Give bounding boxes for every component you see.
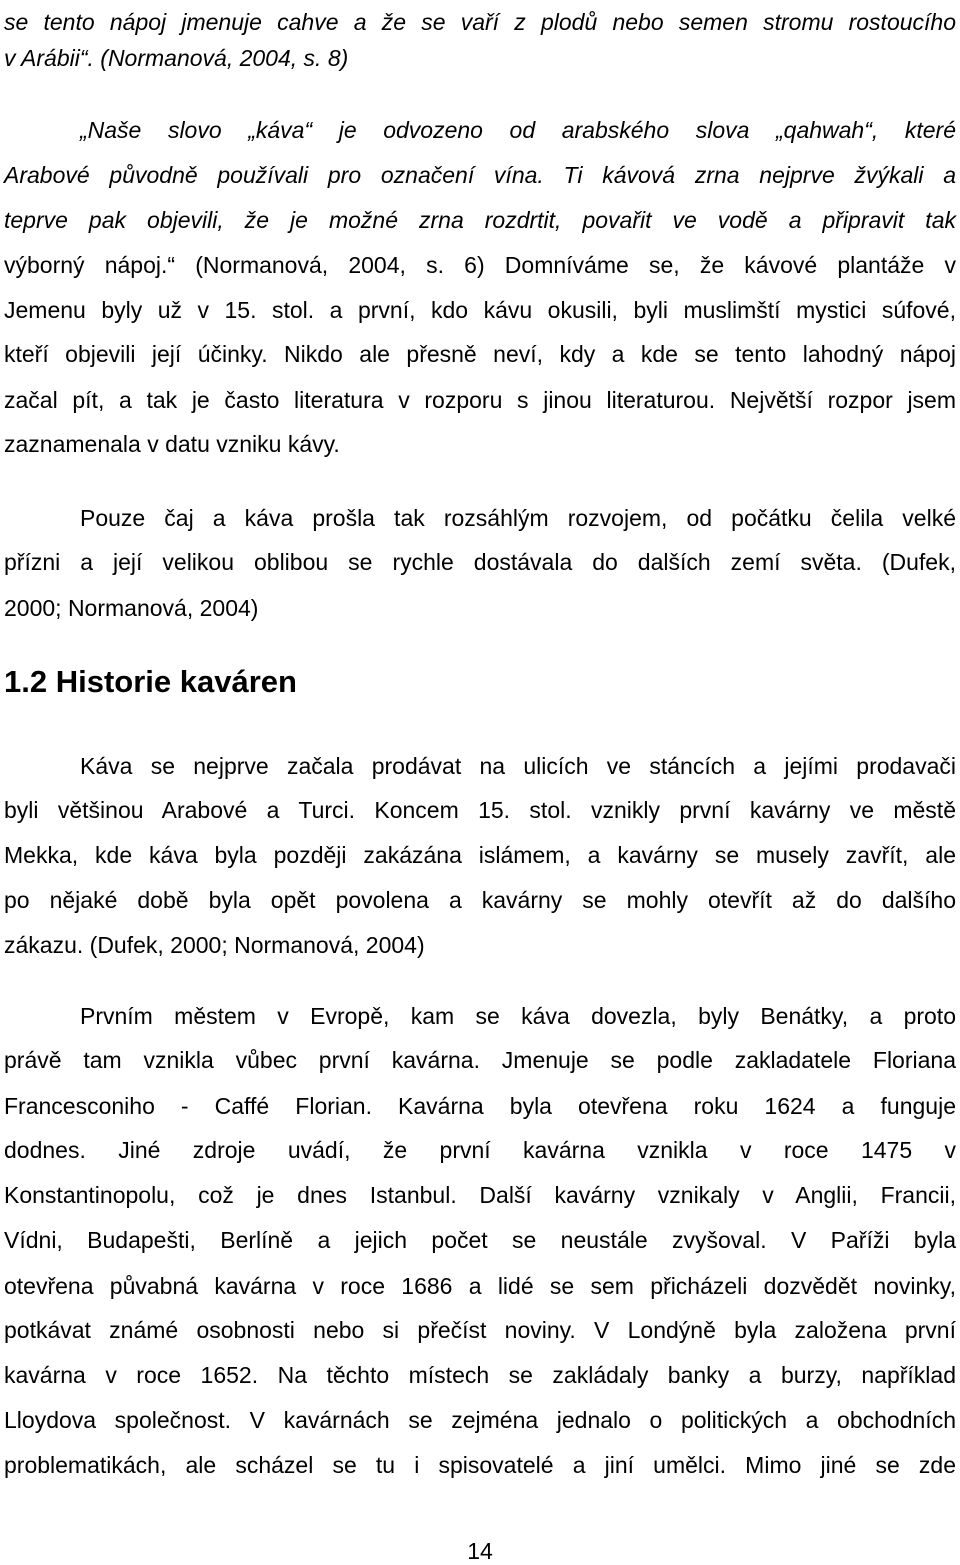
text-span: v Arábii“. (Normanová, 2004, s. 8) [4, 45, 349, 71]
text-line: kavárna v roce 1652. Na těchto místech se zakládaly banky a burzy, například [4, 1362, 956, 1388]
text-line: Pouze čaj a káva prošla tak rozsáhlým rozvojem, od počátku čelila velké [80, 505, 956, 531]
text-line: Arabové původně používali pro označení vína. Ti kávová zrna nejprve žvýkali a [4, 162, 956, 188]
text-line: byli většinou Arabové a Turci. Koncem 15. stol. vznikly první kavárny ve městě [4, 797, 956, 823]
text-line: Prvním městem v Evropě, kam se káva dovezla, byly Benátky, a proto [80, 1003, 956, 1029]
text-line: Mekka, kde káva byla později zakázána islámem, a kavárny se musely zavřít, ale [4, 842, 956, 868]
text-line: dodnes. Jiné zdroje uvádí, že první kavárna vznikla v roce 1475 v [4, 1137, 956, 1163]
text-line: přízni a její velikou oblibou se rychle dostávala do dalších zemí světa. (Dufek, [4, 549, 956, 575]
text-line: kteří objevili její účinky. Nikdo ale přesně neví, kdy a kde se tento lahodný nápoj [4, 341, 956, 367]
text-line: po nějaké době byla opět povolena a kavárny se mohly otevřít až do dalšího [4, 887, 956, 913]
text-line: problematikách, ale scházel se tu i spisovatelé a jiní umělci. Mimo jiné se zde [4, 1452, 956, 1478]
text-line: právě tam vznikla vůbec první kavárna. Jmenuje se podle zakladatele Floriana [4, 1047, 956, 1073]
section-heading: 1.2 Historie kaváren [4, 664, 297, 699]
text-line: potkávat známé osobnosti nebo si přečíst noviny. V Londýně byla založena první [4, 1317, 956, 1343]
text-line: „Naše slovo „káva“ je odvozeno od arabského slova „qahwah“, které [80, 117, 956, 143]
text-line: 2000; Normanová, 2004) [4, 595, 259, 621]
text-line: Vídni, Budapešti, Berlíně a jejich počet se neustále zvyšoval. V Paříži byla [4, 1227, 956, 1253]
text-line: otevřena půvabná kavárna v roce 1686 a lidé se sem přicházeli dozvědět novinky, [4, 1273, 956, 1299]
text-line: Konstantinopolu, což je dnes Istanbul. Další kavárny vznikaly v Anglii, Francii, [4, 1182, 956, 1208]
text-line: se tento nápoj jmenuje cahve a že se vaří z plodů nebo semen stromu rostoucího [4, 9, 956, 35]
text-line: zaznamenala v datu vzniku kávy. [4, 431, 340, 457]
text-line: výborný nápoj.“ (Normanová, 2004, s. 6) Domníváme se, že kávové plantáže v [4, 252, 956, 278]
text-line: začal pít, a tak je často literatura v rozporu s jinou literaturou. Největší rozpor jsem [4, 387, 956, 413]
text-line: Lloydova společnost. V kavárnách se zejména jednalo o politických a obchodních [4, 1407, 956, 1433]
text-line: Jemenu byly už v 15. stol. a první, kdo kávu okusili, byli muslimští mystici súfové, [4, 297, 956, 323]
text-line: teprve pak objevili, že je možné zrna rozdrtit, povařit ve vodě a připravit tak [4, 207, 956, 233]
text-line [4, 44, 956, 72]
text-line: Káva se nejprve začala prodávat na ulicích ve stáncích a jejími prodavači [80, 753, 956, 779]
text-line: Francesconiho - Caffé Florian. Kavárna byla otevřena roku 1624 a funguje [4, 1093, 956, 1119]
page-number: 14 [467, 1538, 493, 1564]
text-line: zákazu. (Dufek, 2000; Normanová, 2004) [4, 932, 425, 958]
